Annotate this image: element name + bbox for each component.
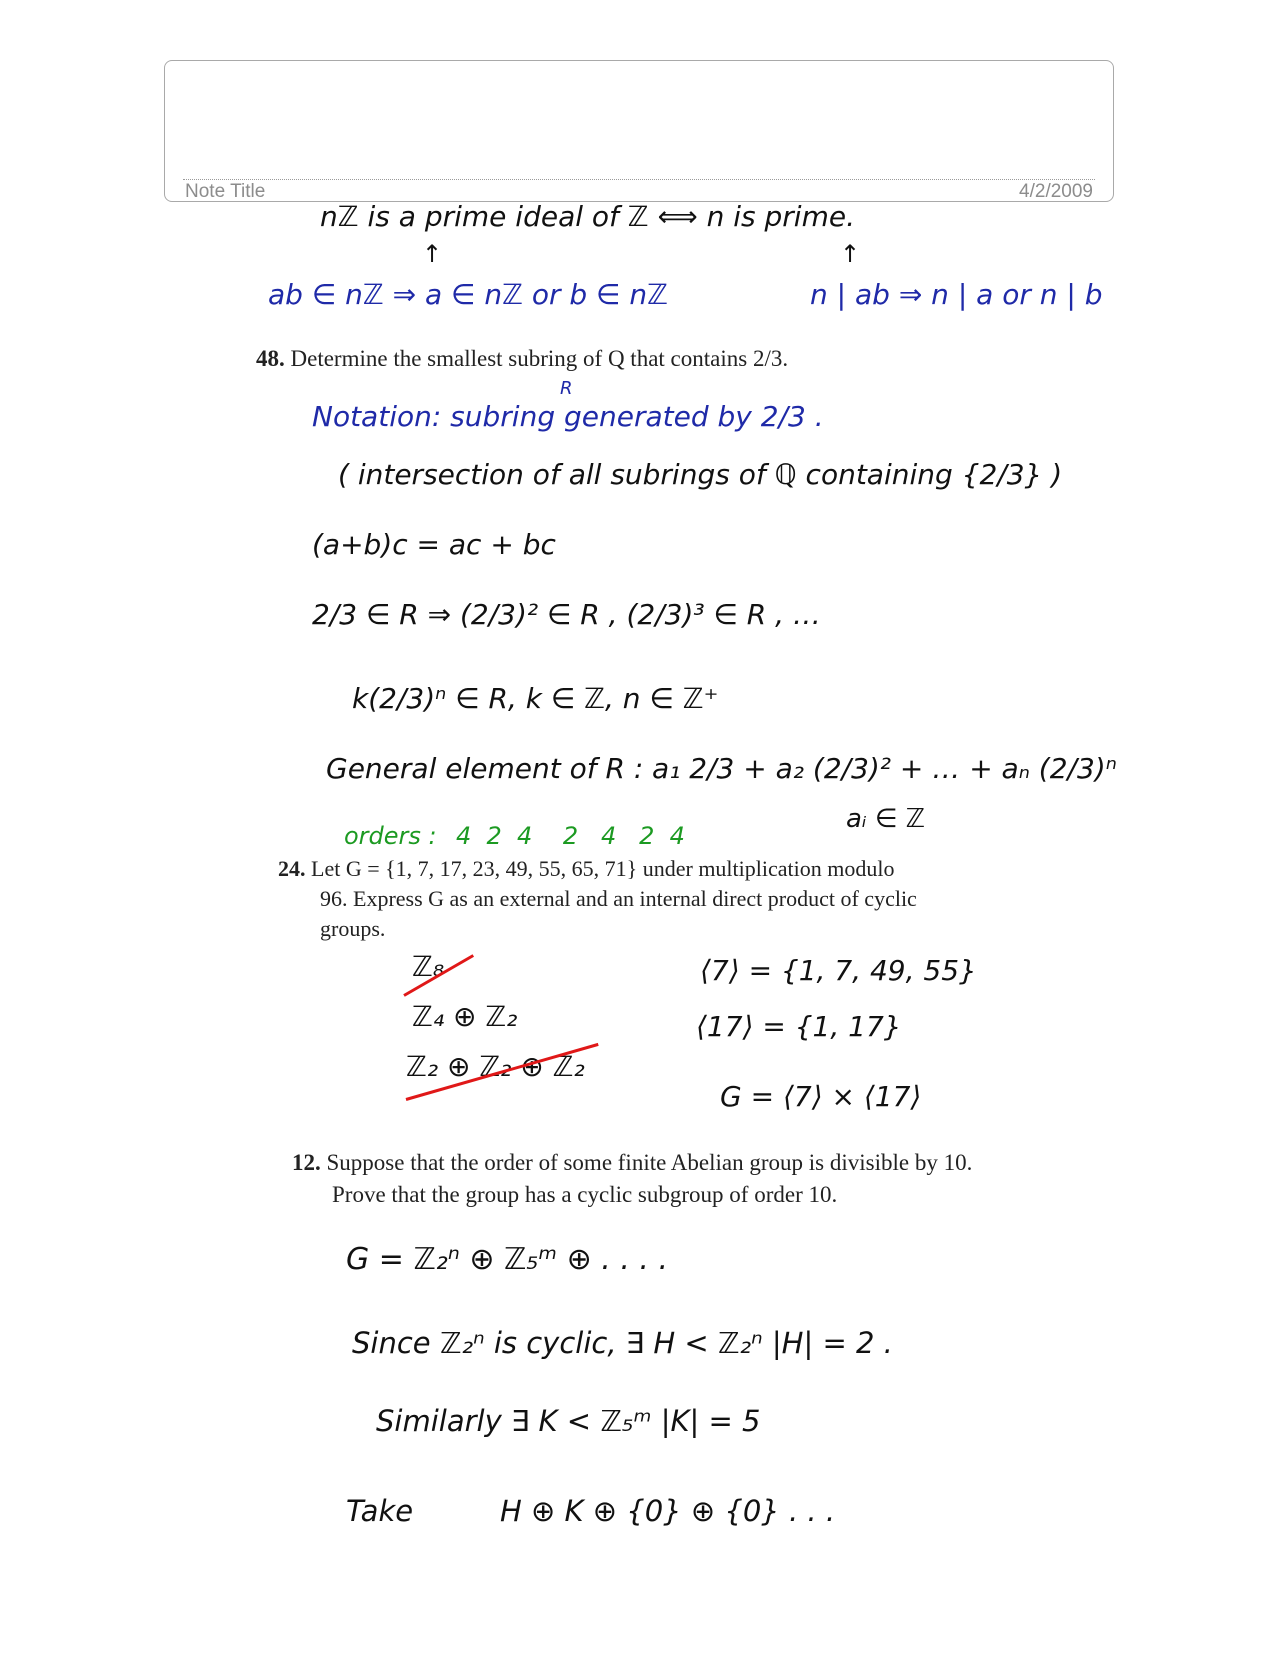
- internal-direct-product: G = ⟨7⟩ × ⟨17⟩: [720, 1080, 922, 1113]
- ideal-condition: ab ∈ nℤ ⇒ a ∈ nℤ or b ∈ nℤ: [268, 278, 668, 311]
- problem-48: [256, 346, 788, 372]
- note-title-box: [164, 60, 1114, 202]
- intersection-line: ( intersection of all subrings of ℚ containing {2/3} ): [338, 458, 1063, 491]
- note-title[interactable]: Note Title: [185, 181, 266, 202]
- problem-number: 48.: [256, 346, 285, 371]
- option-z8: ℤ₈: [412, 950, 445, 983]
- coefficient-condition: aᵢ ∈ ℤ: [846, 804, 926, 834]
- title-divider: [183, 179, 1095, 180]
- generated-subgroup-17: ⟨17⟩ = {1, 17}: [696, 1010, 902, 1043]
- orders-values: 4 2 4 2 4 2 4: [456, 822, 685, 850]
- generated-subgroup-7: ⟨7⟩ = {1, 7, 49, 55}: [700, 954, 977, 987]
- general-element-expression: a₁ 2/3 + a₂ (2/3)² + … + aₙ (2/3)ⁿ: [652, 752, 1117, 785]
- problem-number: 24.: [278, 856, 306, 881]
- problem-text: Determine the smallest subring of Q that contains 2/3.: [290, 346, 789, 371]
- problem-12-line-2: Prove that the group has a cyclic subgroup of order 10.: [332, 1182, 838, 1207]
- problem-24-line-1: [278, 856, 894, 882]
- note-date: 4/2/2009: [1019, 181, 1093, 202]
- option-z4-z2: ℤ₄ ⊕ ℤ₂: [412, 1000, 518, 1033]
- problem-text: Suppose that the order of some finite Abelian group is divisible by 10.: [326, 1150, 973, 1175]
- notation-line: Notation: subring generated by 2/3 .: [312, 400, 824, 433]
- distributive-law: (a+b)c = ac + bc: [312, 528, 556, 561]
- problem-12-line-1: [292, 1150, 972, 1176]
- problem-text: Let G = {1, 7, 17, 23, 49, 55, 65, 71} under multiplication modulo: [311, 856, 895, 881]
- up-arrow-icon: ↑: [422, 240, 443, 268]
- similarly-line: Similarly ∃ K < ℤ₅ᵐ |K| = 5: [376, 1404, 761, 1438]
- prime-condition: n | ab ⇒ n | a or n | b: [810, 278, 1103, 311]
- notation-mark: R: [560, 378, 573, 399]
- take-expression: H ⊕ K ⊕ {0} ⊕ {0} . . .: [500, 1494, 836, 1528]
- option-z2-z2-z2: ℤ₂ ⊕ ℤ₂ ⊕ ℤ₂: [406, 1050, 585, 1083]
- general-element-label: General element of R :: [326, 752, 644, 785]
- problem-24-line-2: 96. Express G as an external and an internal direct product of cyclic: [320, 886, 917, 911]
- powers-line: 2/3 ∈ R ⇒ (2/3)² ∈ R , (2/3)³ ∈ R , …: [312, 598, 821, 631]
- problem-24-line-3: groups.: [320, 916, 386, 941]
- prime-ideal-statement: nℤ is a prime ideal of ℤ ⟺ n is prime.: [320, 200, 855, 233]
- k-powers-line: k(2/3)ⁿ ∈ R, k ∈ ℤ, n ∈ ℤ⁺: [352, 682, 719, 715]
- take-label: Take: [346, 1494, 414, 1528]
- up-arrow-icon: ↑: [840, 240, 861, 268]
- group-decomposition: G = ℤ₂ⁿ ⊕ ℤ₅ᵐ ⊕ . . . .: [346, 1242, 669, 1277]
- problem-number: 12.: [292, 1150, 321, 1175]
- orders-label: orders :: [344, 822, 437, 850]
- since-line: Since ℤ₂ⁿ is cyclic, ∃ H < ℤ₂ⁿ |H| = 2 .: [352, 1326, 893, 1360]
